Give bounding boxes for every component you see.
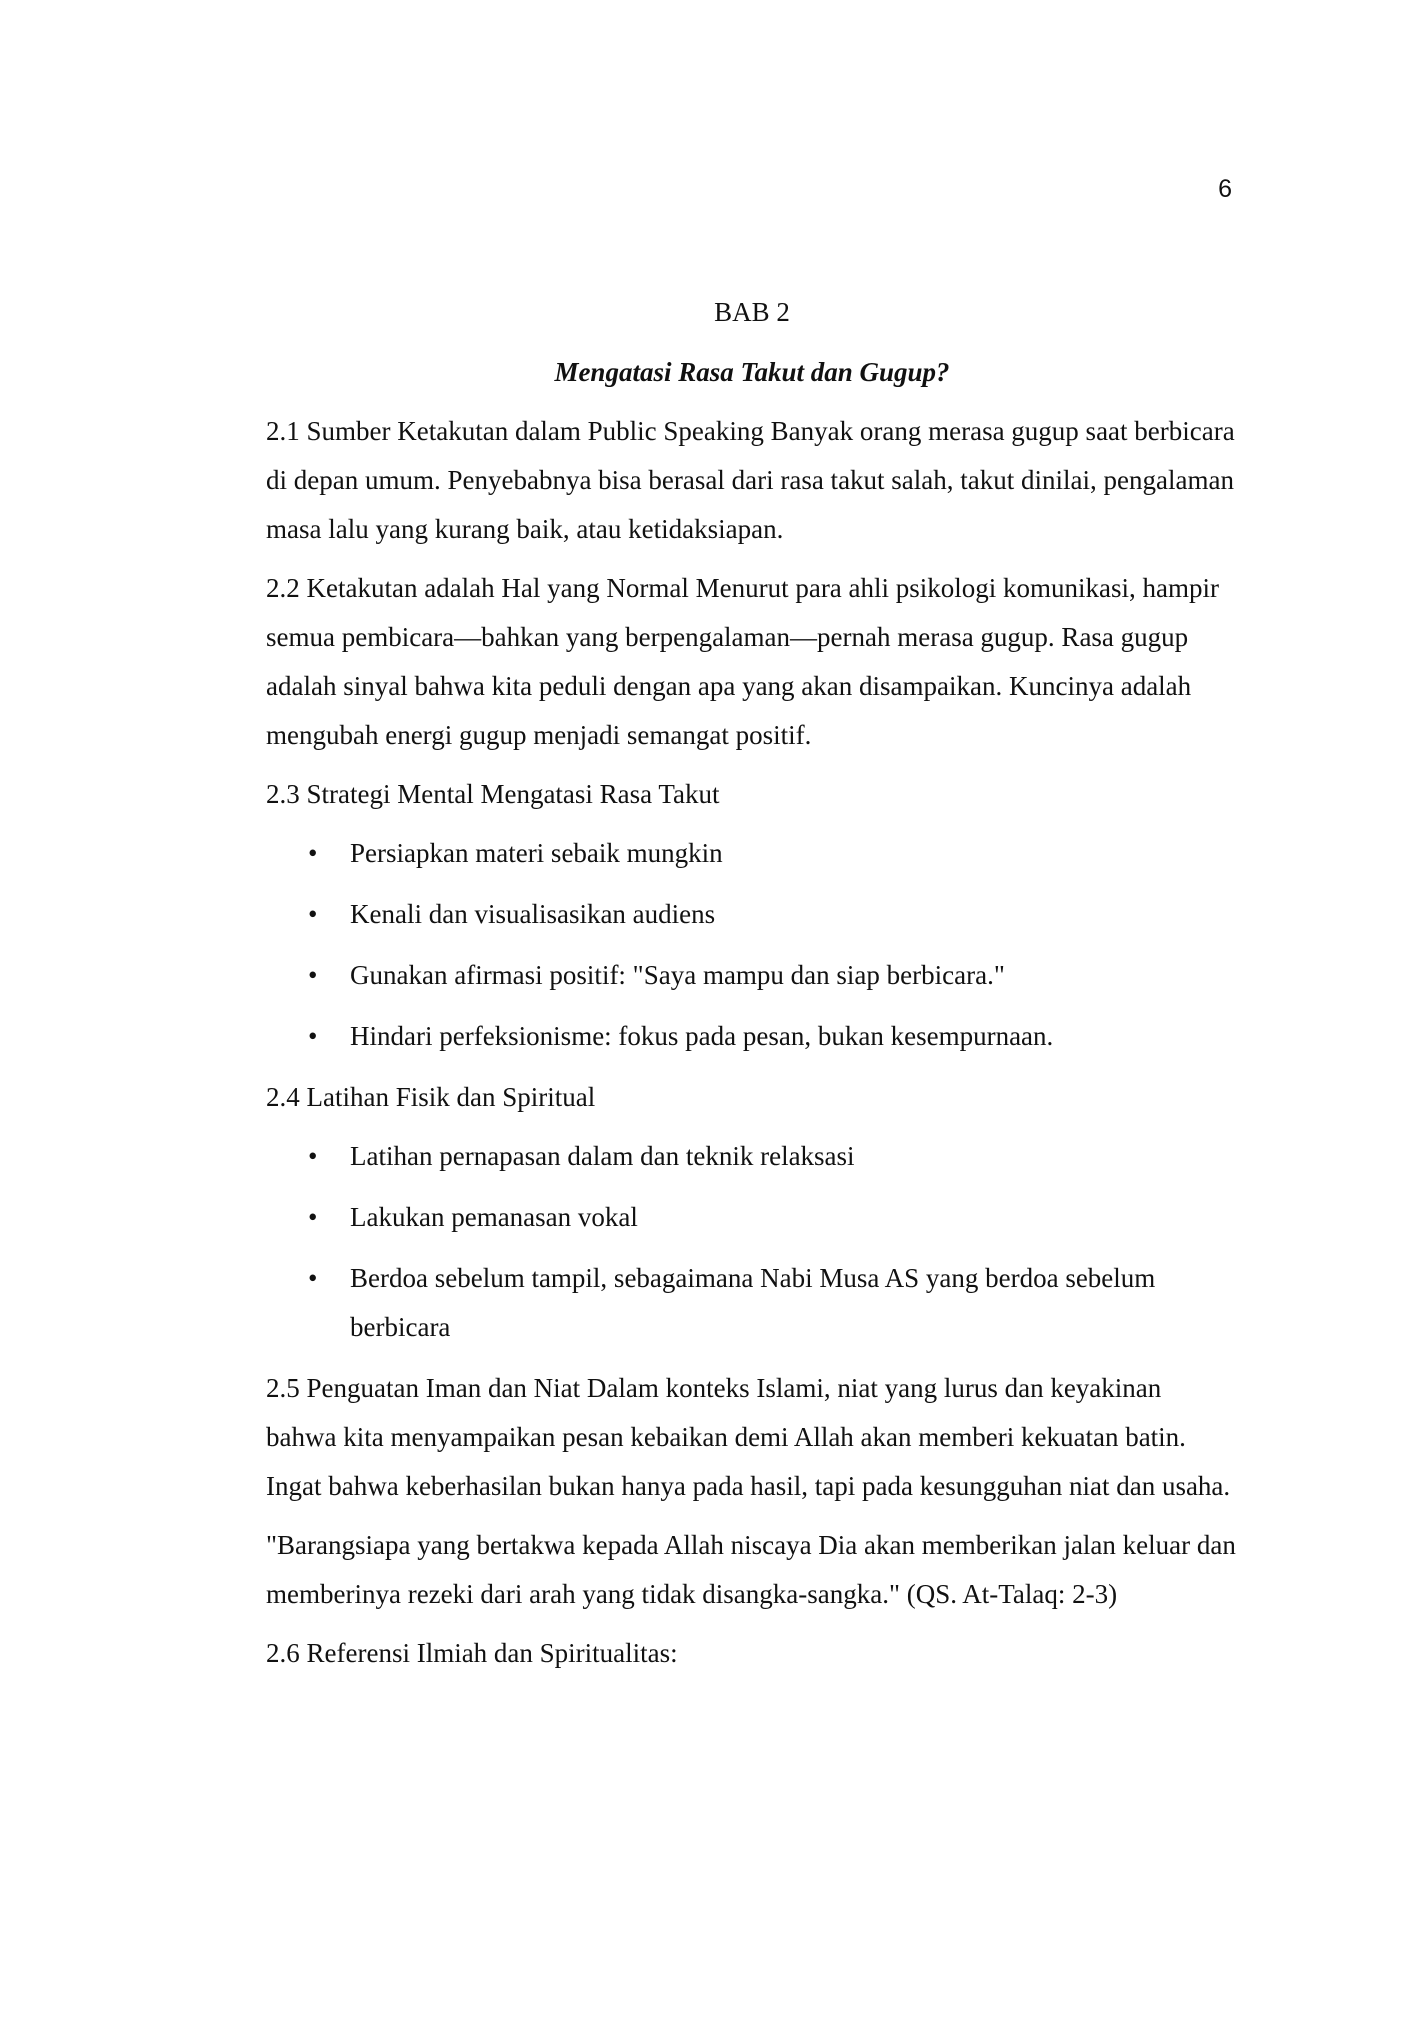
- list-item: [266, 1193, 1238, 1242]
- section-2-4-heading: 2.4 Latihan Fisik dan Spiritual: [266, 1082, 596, 1112]
- bullet-icon: •: [308, 1202, 318, 1232]
- chapter-label: BAB 2: [714, 297, 790, 327]
- list-item: [266, 890, 1238, 939]
- list-item: [266, 829, 1238, 878]
- list-item: [266, 1132, 1238, 1181]
- list-item-text: Persiapkan materi sebaik mungkin: [350, 838, 723, 868]
- bullet-icon: •: [308, 838, 318, 868]
- list-item-text: Berdoa sebelum tampil, sebagaimana Nabi Musa AS yang berdoa sebelum berbicara: [350, 1263, 1156, 1342]
- bullet-icon: •: [308, 899, 318, 929]
- list-item: [266, 1012, 1238, 1061]
- list-item: [266, 1254, 1238, 1352]
- bullet-icon: •: [308, 1021, 318, 1051]
- page-number: 6: [1218, 175, 1232, 203]
- list-item: [266, 951, 1238, 1000]
- section-2-4-list: [266, 1132, 1238, 1352]
- chapter-title: Mengatasi Rasa Takut dan Gugup?: [554, 357, 950, 387]
- list-item-text: Hindari perfeksionisme: fokus pada pesan, bukan kesempurnaan.: [350, 1021, 1054, 1051]
- bullet-icon: •: [308, 1141, 318, 1171]
- section-2-2-paragraph: 2.2 Ketakutan adalah Hal yang Normal Menurut para ahli psikologi komunikasi, hampir semua pembicara—bahkan yang berpengalaman—pernah merasa gugup. Rasa gugup adalah sinyal bahwa kita peduli dengan apa yang akan disampaikan. Kuncinya adalah mengubah energi gugup menjadi semangat positif.: [266, 573, 1220, 750]
- section-2-3-heading: 2.3 Strategi Mental Mengatasi Rasa Takut: [266, 779, 720, 809]
- list-item-text: Gunakan afirmasi positif: "Saya mampu dan siap berbicara.": [350, 960, 1005, 990]
- bullet-icon: •: [308, 1263, 318, 1293]
- section-2-3-list: [266, 829, 1238, 1061]
- list-item-text: Lakukan pemanasan vokal: [350, 1202, 638, 1232]
- section-2-5-paragraph: 2.5 Penguatan Iman dan Niat Dalam konteks Islami, niat yang lurus dan keyakinan bahwa kita menyampaikan pesan kebaikan demi Allah akan memberi kekuatan batin. Ingat bahwa keberhasilan bukan hanya pada hasil, tapi pada kesungguhan niat dan usaha.: [266, 1373, 1231, 1501]
- list-item-text: Latihan pernapasan dalam dan teknik relaksasi: [350, 1141, 855, 1171]
- section-2-1-paragraph: 2.1 Sumber Ketakutan dalam Public Speaking Banyak orang merasa gugup saat berbicara di depan umum. Penyebabnya bisa berasal dari rasa takut salah, takut dinilai, pengalaman masa lalu yang kurang baik, atau ketidaksiapan.: [266, 416, 1235, 544]
- quran-quote: "Barangsiapa yang bertakwa kepada Allah niscaya Dia akan memberikan jalan keluar dan memberinya rezeki dari arah yang tidak disangka-sangka." (QS. At-Talaq: 2-3): [266, 1530, 1236, 1609]
- document-body: [266, 288, 1238, 1688]
- list-item-text: Kenali dan visualisasikan audiens: [350, 899, 716, 929]
- bullet-icon: •: [308, 960, 318, 990]
- section-2-6-heading: 2.6 Referensi Ilmiah dan Spiritualitas:: [266, 1638, 678, 1668]
